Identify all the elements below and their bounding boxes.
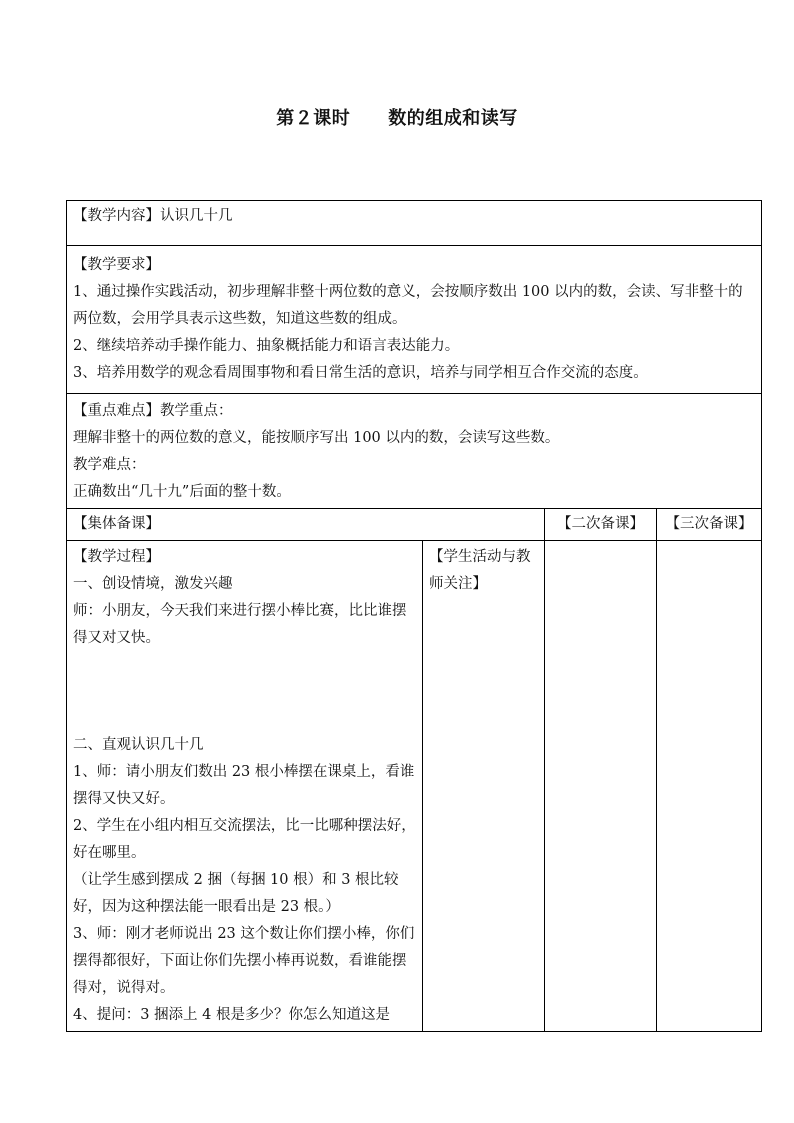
key-points-label: 【重点难点】 (73, 403, 160, 419)
third-prep-cell (657, 541, 762, 1032)
requirement-item: 3、培养用数学的观念看周围事物和看日常生活的意识，培养与同学相互合作交流的态度。 (73, 365, 648, 381)
key-points-cell (67, 394, 762, 509)
lesson-topic: 数的组成和读写 (388, 108, 518, 129)
process-line: （让学生感到摆成 2 捆（每捆 10 根）和 3 根比较好，因为这种摆法能一眼看出是 23 根。） (73, 872, 399, 915)
requirements-label: 【教学要求】 (73, 257, 160, 273)
content-text: 认识几十几 (160, 208, 233, 224)
process-line: 一、创设情境，激发兴趣 (73, 576, 233, 592)
header-row (67, 509, 762, 541)
process-line: 师：小朋友，今天我们来进行摆小棒比赛，比比谁摆得又对又快。 (73, 603, 407, 646)
collective-header: 【集体备课】 (67, 509, 545, 541)
third-prep-header: 【三次备课】 (657, 509, 762, 541)
requirement-item: 1、通过操作实践活动，初步理解非整十两位数的意义，会按顺序数出 100 以内的数，会读、写非整十的两位数，会用学具表示这些数，知道这些数的组成。 (73, 284, 743, 327)
process-cell (67, 541, 423, 1032)
content-row (67, 201, 762, 246)
requirement-item: 2、继续培养动手操作能力、抽象概括能力和语言表达能力。 (73, 338, 460, 354)
content-cell (67, 201, 762, 246)
requirements-row (67, 246, 762, 394)
student-activity-label: 【学生活动与教师关注】 (429, 549, 531, 592)
process-line: 3、师：刚才老师说出 23 这个数让你们摆小棒，你们摆得都很好，下面让你们先摆小棒再说数，看谁能摆得对，说得对。 (73, 926, 415, 996)
focus-label: 教学重点： (160, 403, 233, 419)
key-points-row (67, 394, 762, 509)
lesson-plan-table (66, 200, 762, 1032)
lesson-number: 第２课时 (276, 108, 351, 129)
process-line: 2、学生在小组内相互交流摆法，比一比哪种摆法好，好在哪里。 (73, 818, 416, 861)
focus-text: 理解非整十的两位数的意义，能按顺序写出 100 以内的数，会读写这些数。 (73, 430, 560, 446)
difficulty-label: 教学难点： (73, 457, 146, 473)
difficulty-text: 正确数出“几十九”后面的整十数。 (73, 484, 291, 500)
requirements-cell (67, 246, 762, 394)
process-line: 4、提问：3 捆添上 4 根是多少？你怎么知道这是 (73, 1007, 391, 1023)
second-prep-header: 【二次备课】 (545, 509, 657, 541)
content-label: 【教学内容】 (73, 208, 160, 224)
process-line: 1、师：请小朋友们数出 23 根小棒摆在课桌上，看谁摆得又快又好。 (73, 764, 415, 807)
second-prep-cell (545, 541, 657, 1032)
page-title (0, 104, 794, 130)
student-activity-cell (423, 541, 545, 1032)
process-label: 【教学过程】 (73, 549, 160, 565)
process-row (67, 541, 762, 1032)
process-line: 二、直观认识几十几 (73, 737, 204, 753)
